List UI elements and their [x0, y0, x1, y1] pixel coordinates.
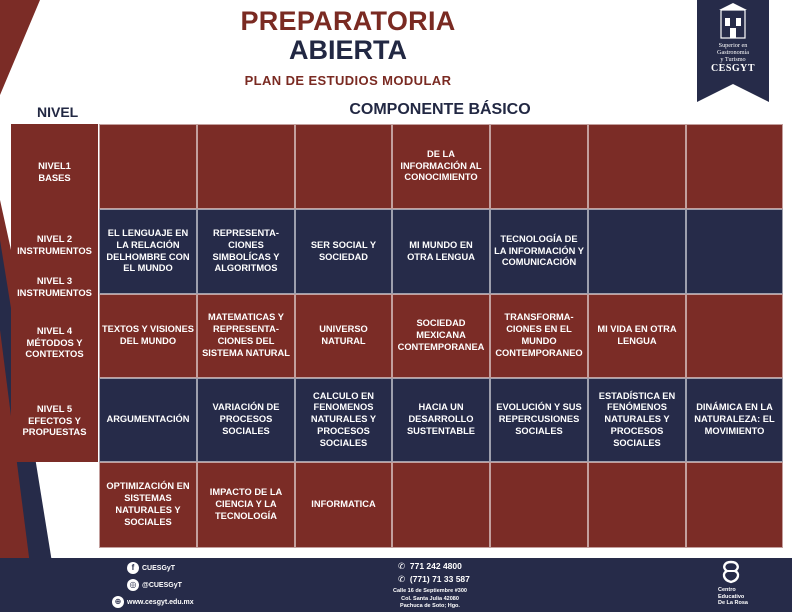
grid-cell-r1-c2 — [197, 124, 295, 209]
grid-cell-r3-c5: TRANSFORMA-CIONES EN EL MUNDO CONTEMPORANEO — [490, 294, 588, 378]
componente-header: COMPONENTE BÁSICO — [349, 101, 531, 118]
facebook-link[interactable]: f CUESGyT — [127, 562, 175, 574]
level-2-label: NIVEL 2 INSTRUMENTOS — [17, 233, 92, 256]
level-1-label: NIVEL1 BASES — [38, 160, 71, 183]
grid-cell-r5-c1: OPTIMIZACIÓN EN SISTEMAS NATURALES Y SOCIALES — [99, 462, 197, 548]
grid-cell-r5-c7 — [686, 462, 783, 548]
grid-cell-r4-c6: ESTADÍSTICA EN FENÓMENOS NATURALES Y PROCESOS SOCIALES — [588, 378, 686, 462]
phone-icon-2: ✆ — [398, 574, 406, 584]
grid-cell-r3-c3: UNIVERSO NATURAL — [295, 294, 392, 378]
grid-cell-r5-c5 — [490, 462, 588, 548]
website-link[interactable]: ⊕ www.cesgyt.edu.mx — [112, 596, 194, 608]
grid-cell-r2-c3: SER SOCIAL Y SOCIEDAD — [295, 209, 392, 294]
grid-cell-r3-c4: SOCIEDAD MEXICANA CONTEMPORANEA — [392, 294, 490, 378]
grid-cell-r1-c5 — [490, 124, 588, 209]
footer-bar — [0, 558, 792, 612]
phone-icon: ✆ — [398, 561, 406, 571]
grid-cell-r1-c6 — [588, 124, 686, 209]
grid-cell-r3-c6: MI VIDA EN OTRA LENGUA — [588, 294, 686, 378]
grid-cell-r4-c3: CALCULO EN FENOMENOS NATURALES Y PROCESOS SOCIALES — [295, 378, 392, 462]
cesgyt-logo — [697, 0, 769, 102]
level-5-label: NIVEL 5 EFECTOS Y PROPUESTAS — [22, 403, 87, 437]
page-subtitle: PLAN DE ESTUDIOS MODULAR — [244, 73, 452, 88]
grid-cell-r2-c5: TECNOLOGÍA DE LA INFORMACIÓN Y COMUNICACIÓN — [490, 209, 588, 294]
grid-cell-r1-c4: DE LA INFORMACIÓN AL CONOCIMIENTO — [392, 124, 490, 209]
address: Calle 16 de Septiembre #300 Col. Santa Julia 42080 Pachuca de Soto; Hgo. — [393, 588, 467, 609]
logo-brand: CESGYT — [710, 63, 756, 74]
grid-cell-r4-c7: DINÁMICA EN LA NATURALEZA: EL MOVIMIENTO — [686, 378, 783, 462]
centro-educativo-logo-icon — [718, 560, 744, 586]
logo-text-line1: Superior en — [718, 42, 748, 49]
grid-cell-r1-c7 — [686, 124, 783, 209]
instagram-link[interactable]: ◎ @CUESGyT — [127, 579, 182, 591]
grid-cell-r4-c2: VARIACIÓN DE PROCESOS SOCIALES — [197, 378, 295, 462]
facebook-icon: f — [127, 562, 139, 574]
phone-2: ✆ (771) 71 33 587 — [398, 574, 470, 584]
page-title-line1: PREPARATORIA — [240, 6, 456, 36]
logo-text-line2: Gastronomía — [717, 49, 749, 56]
grid-cell-r4-c4: HACIA UN DESARROLLO SUSTENTABLE — [392, 378, 490, 462]
phone-1: ✆ 771 242 4800 — [398, 561, 462, 571]
grid-cell-r1-c3 — [295, 124, 392, 209]
level-3-label: NIVEL 3 INSTRUMENTOS — [17, 275, 92, 298]
grid-cell-r5-c3: INFORMATICA — [295, 462, 392, 548]
grid-cell-r4-c1: ARGUMENTACIÓN — [99, 378, 197, 462]
grid-cell-r5-c2: IMPACTO DE LA CIENCIA Y LA TECNOLOGÍA — [197, 462, 295, 548]
level-column — [11, 124, 98, 462]
nivel-column-header: NIVEL — [37, 104, 79, 120]
grid-cell-r2-c4: MI MUNDO EN OTRA LENGUA — [392, 209, 490, 294]
logo-text-line3: y Turismo — [720, 56, 746, 63]
grid-cell-r1-c1 — [99, 124, 197, 209]
grid-cell-r2-c2: REPRESENTA-CIONES SIMBOLÍCAS Y ALGORITMOS — [197, 209, 295, 294]
grid-cell-r4-c5: EVOLUCIÓN Y SUS REPERCUSIONES SOCIALES — [490, 378, 588, 462]
grid-cell-r5-c6 — [588, 462, 686, 548]
page-title-line2: ABIERTA — [289, 35, 407, 65]
level-4-label: NIVEL 4 MÉTODOS Y CONTEXTOS — [25, 325, 84, 359]
grid-cell-r2-c7 — [686, 209, 783, 294]
instagram-icon: ◎ — [127, 579, 139, 591]
grid-cell-r2-c1: EL LENGUAJE EN LA RELACIÓN DELHOMBRE CON EL MUNDO — [99, 209, 197, 294]
grid-cell-r2-c6 — [588, 209, 686, 294]
centro-educativo-text: Centro Educativo De La Rosa — [718, 587, 748, 606]
grid-cell-r5-c4 — [392, 462, 490, 548]
globe-icon: ⊕ — [112, 596, 124, 608]
grid-cell-r3-c2: MATEMATICAS Y REPRESENTA-CIONES DEL SISTEMA NATURAL — [197, 294, 295, 378]
grid-cell-r3-c1: TEXTOS Y VISIONES DEL MUNDO — [99, 294, 197, 378]
grid-cell-r3-c7 — [686, 294, 783, 378]
